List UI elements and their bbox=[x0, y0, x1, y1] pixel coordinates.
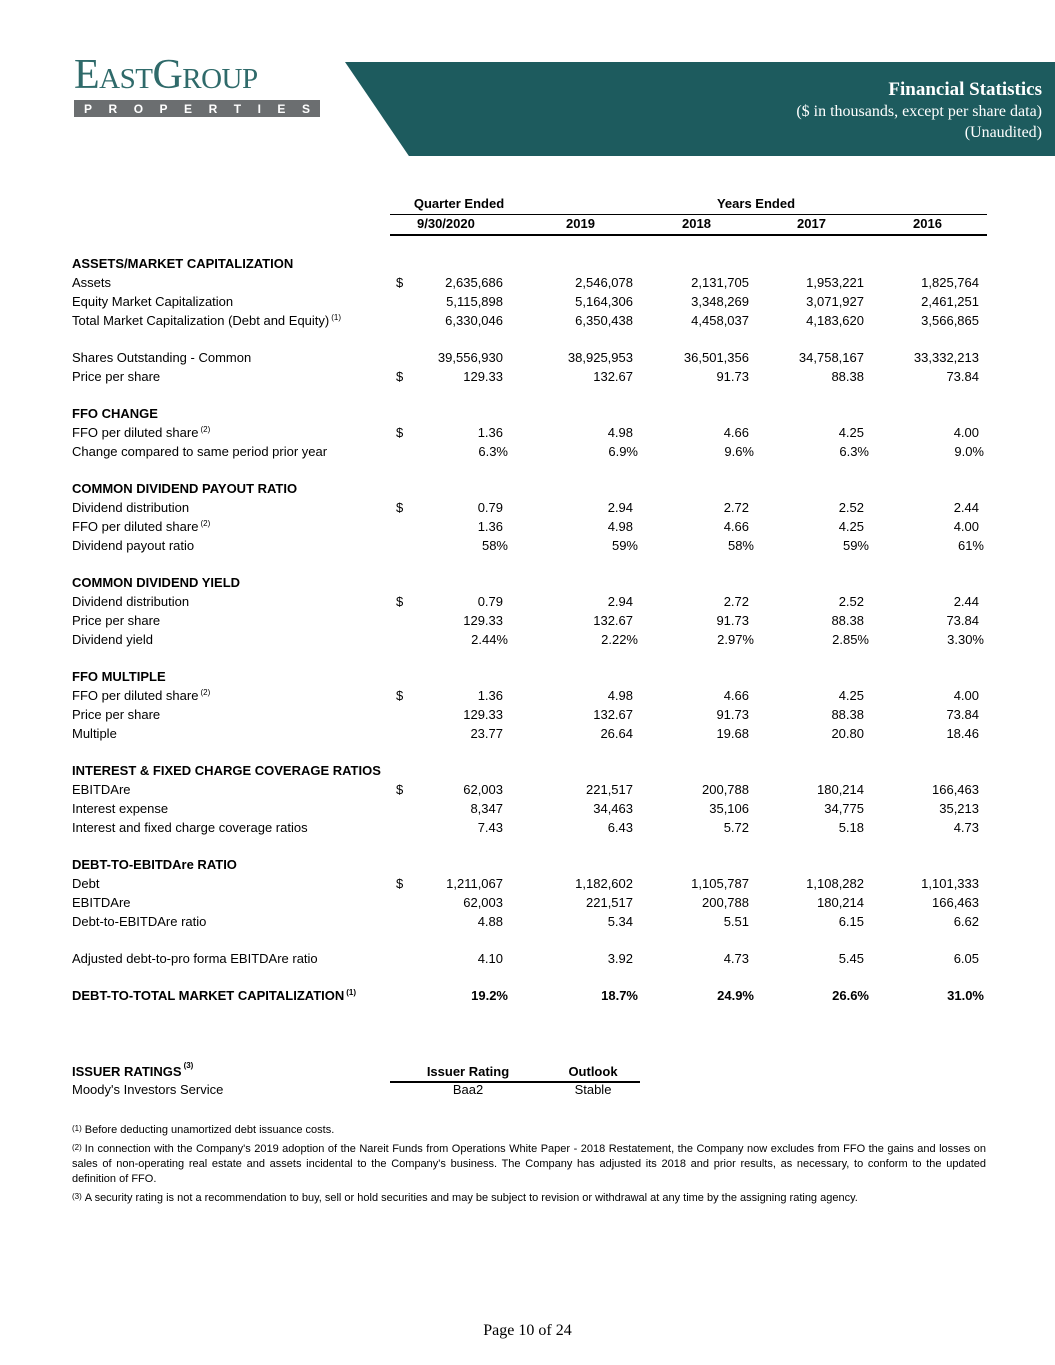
currency-symbol: $ bbox=[396, 369, 404, 384]
cell-value: 88.38 bbox=[831, 369, 864, 384]
cell-value: 34,758,167 bbox=[798, 350, 864, 365]
row-label-text: EBITDAre bbox=[72, 895, 131, 910]
row-label bbox=[72, 912, 206, 931]
column-header: 2016 bbox=[913, 216, 942, 231]
section-spacer bbox=[72, 386, 987, 404]
currency-symbol: $ bbox=[396, 876, 404, 891]
cell-value: 91.73 bbox=[716, 369, 749, 384]
cell-value: 221,517 bbox=[586, 895, 633, 910]
cell-value: 18.46 bbox=[946, 726, 979, 741]
row-label-text: Debt-to-EBITDAre ratio bbox=[72, 914, 207, 929]
cell-value: 5.45 bbox=[838, 951, 864, 966]
table-row bbox=[72, 348, 987, 367]
cell-value: 2,461,251 bbox=[921, 294, 979, 309]
cell-value: 58% bbox=[727, 538, 754, 553]
logo-wordmark: EastGroup bbox=[74, 52, 258, 98]
row-label bbox=[72, 442, 327, 461]
row-label-text: FFO per diluted share bbox=[72, 519, 199, 534]
cell-value: 2.72 bbox=[723, 500, 749, 515]
row-label bbox=[72, 367, 160, 386]
row-label-text: EBITDAre bbox=[72, 782, 131, 797]
footnote-ref: (1) bbox=[346, 988, 357, 997]
footnote-ref: (2) bbox=[200, 425, 211, 434]
cell-value: 3,071,927 bbox=[806, 294, 864, 309]
outlook-value: Stable bbox=[574, 1082, 612, 1097]
cell-value: 36,501,356 bbox=[683, 350, 749, 365]
cell-value: 1,105,787 bbox=[691, 876, 749, 891]
cell-value: 4.10 bbox=[477, 951, 503, 966]
row-label bbox=[72, 517, 210, 536]
cell-value: 6.9% bbox=[608, 444, 638, 459]
cell-value: 180,214 bbox=[817, 782, 864, 797]
logo-letter: R bbox=[108, 101, 118, 116]
table-row bbox=[72, 273, 987, 292]
issuer-ratings bbox=[72, 1062, 672, 1100]
table-row bbox=[72, 630, 987, 649]
cell-value: 9.0% bbox=[954, 444, 984, 459]
row-label bbox=[72, 423, 210, 442]
row-label bbox=[72, 311, 341, 330]
cell-value: 4.73 bbox=[953, 820, 979, 835]
cell-value: 58% bbox=[481, 538, 508, 553]
row-label bbox=[72, 780, 131, 799]
cell-value: 6.3% bbox=[839, 444, 869, 459]
footnote-mark: (3) bbox=[72, 1192, 82, 1201]
row-label-text: Multiple bbox=[72, 726, 117, 741]
company-logo bbox=[74, 54, 324, 117]
cell-value: 33,332,213 bbox=[913, 350, 979, 365]
cell-value: 132.67 bbox=[593, 707, 633, 722]
logo-letter: R bbox=[208, 101, 218, 116]
cell-value: 2.44 bbox=[953, 500, 979, 515]
cell-value: 5,115,898 bbox=[446, 294, 503, 309]
row-label-text: Price per share bbox=[72, 613, 161, 628]
cell-value: 1,953,221 bbox=[806, 275, 864, 290]
row-label-text: FFO per diluted share bbox=[72, 688, 199, 703]
cell-value: 2.94 bbox=[607, 500, 633, 515]
cell-value: 62,003 bbox=[463, 895, 503, 910]
cell-value: 61% bbox=[957, 538, 984, 553]
outlook-header: Outlook bbox=[568, 1064, 618, 1079]
row-label-text: FFO per diluted share bbox=[72, 425, 199, 440]
footnote bbox=[72, 1123, 986, 1138]
cell-value: 4,183,620 bbox=[806, 313, 864, 328]
cell-value: 132.67 bbox=[593, 613, 633, 628]
logo-letter: T bbox=[233, 101, 242, 116]
section-spacer bbox=[72, 743, 987, 761]
row-label-text: Price per share bbox=[72, 707, 161, 722]
cell-value: 8,347 bbox=[470, 801, 503, 816]
cell-value: 6.62 bbox=[953, 914, 979, 929]
table-row bbox=[72, 536, 987, 555]
row-label-text: Adjusted debt-to-pro forma EBITDAre ratio bbox=[72, 951, 318, 966]
row-label-text: Dividend distribution bbox=[72, 500, 190, 515]
section-spacer bbox=[72, 461, 987, 479]
cell-value: 2,546,078 bbox=[575, 275, 633, 290]
column-header: 2018 bbox=[682, 216, 711, 231]
cell-value: 3.30% bbox=[947, 632, 984, 647]
cell-value: 2.44 bbox=[953, 594, 979, 609]
section-title: DEBT-TO-EBITDAre RATIO bbox=[72, 857, 237, 872]
row-label bbox=[72, 893, 131, 912]
table-row bbox=[72, 517, 987, 536]
table-row bbox=[72, 780, 987, 799]
row-label-text: Dividend yield bbox=[72, 632, 153, 647]
footnote-mark: (1) bbox=[72, 1124, 82, 1133]
section-title: INTEREST & FIXED CHARGE COVERAGE RATIOS bbox=[72, 763, 381, 778]
logo-letter: S bbox=[301, 101, 310, 116]
cell-value: 2.85% bbox=[832, 632, 869, 647]
cell-value: 4.73 bbox=[723, 951, 749, 966]
cell-value: 4.98 bbox=[607, 688, 633, 703]
cell-value: 3,348,269 bbox=[691, 294, 749, 309]
page-title: Financial Statistics bbox=[888, 79, 1042, 100]
cell-value: 1.36 bbox=[477, 519, 503, 534]
cell-value: 2.52 bbox=[838, 500, 864, 515]
cell-value: 34,775 bbox=[824, 801, 864, 816]
row-label-text: Total Market Capitalization (Debt and Equity) bbox=[72, 313, 330, 328]
footnote-ref: (2) bbox=[200, 688, 211, 697]
header-text bbox=[796, 78, 1042, 143]
logo-letter: E bbox=[184, 101, 193, 116]
cell-value: 4.98 bbox=[607, 519, 633, 534]
cell-value: 180,214 bbox=[817, 895, 864, 910]
cell-value: 2.22% bbox=[601, 632, 638, 647]
logo-letter: P bbox=[84, 101, 93, 116]
cell-value: 200,788 bbox=[702, 782, 749, 797]
cell-value: 35,106 bbox=[709, 801, 749, 816]
cell-value: 4.66 bbox=[723, 425, 749, 440]
section-spacer bbox=[72, 968, 987, 986]
cell-value: 129.33 bbox=[463, 707, 503, 722]
cell-value: 4,458,037 bbox=[691, 313, 749, 328]
footnote-ref: (3) bbox=[183, 1061, 194, 1070]
column-header: 2019 bbox=[566, 216, 595, 231]
section-title: COMMON DIVIDEND PAYOUT RATIO bbox=[72, 481, 298, 496]
footnote bbox=[72, 1142, 986, 1187]
ratings-title-text: ISSUER RATINGS bbox=[72, 1064, 182, 1079]
ratings-title bbox=[72, 1061, 194, 1079]
logo-letter: I bbox=[257, 101, 261, 116]
row-label-text: Shares Outstanding - Common bbox=[72, 350, 252, 365]
section-title: FFO CHANGE bbox=[72, 406, 158, 421]
cell-value: 26.6% bbox=[832, 988, 869, 1003]
cell-value: 62,003 bbox=[463, 782, 503, 797]
cell-value: 6.3% bbox=[478, 444, 508, 459]
cell-value: 1,211,067 bbox=[446, 876, 503, 891]
cell-value: 34,463 bbox=[593, 801, 633, 816]
cell-value: 3,566,865 bbox=[921, 313, 979, 328]
section-spacer bbox=[72, 649, 987, 667]
rating-agency: Moody's Investors Service bbox=[72, 1082, 224, 1097]
cell-value: 221,517 bbox=[586, 782, 633, 797]
section-title: FFO MULTIPLE bbox=[72, 669, 166, 684]
cell-value: 38,925,953 bbox=[567, 350, 633, 365]
cell-value: 1.36 bbox=[477, 688, 503, 703]
table-row bbox=[72, 986, 987, 1005]
currency-symbol: $ bbox=[396, 594, 404, 609]
cell-value: 4.00 bbox=[953, 688, 979, 703]
cell-value: 6.15 bbox=[838, 914, 864, 929]
financial-statistics-table bbox=[72, 196, 987, 1005]
cell-value: 19.68 bbox=[716, 726, 749, 741]
cell-value: 24.9% bbox=[717, 988, 754, 1003]
cell-value: 9.6% bbox=[724, 444, 754, 459]
row-label bbox=[72, 630, 153, 649]
cell-value: 73.84 bbox=[946, 613, 979, 628]
row-label-text: Dividend payout ratio bbox=[72, 538, 195, 553]
table-row bbox=[72, 292, 987, 311]
row-label-text: Equity Market Capitalization bbox=[72, 294, 234, 309]
cell-value: 6.05 bbox=[953, 951, 979, 966]
years-ended-header: Years Ended bbox=[525, 196, 987, 215]
cell-value: 73.84 bbox=[946, 369, 979, 384]
cell-value: 73.84 bbox=[946, 707, 979, 722]
cell-value: 59% bbox=[611, 538, 638, 553]
cell-value: 6.43 bbox=[607, 820, 633, 835]
issuer-rating-value: Baa2 bbox=[452, 1082, 484, 1097]
cell-value: 6,350,438 bbox=[575, 313, 633, 328]
currency-symbol: $ bbox=[396, 275, 404, 290]
ratings-row bbox=[72, 1082, 672, 1100]
row-label bbox=[72, 799, 168, 818]
cell-value: 4.98 bbox=[607, 425, 633, 440]
section-spacer bbox=[72, 236, 987, 254]
footnote-mark: (2) bbox=[72, 1143, 82, 1152]
cell-value: 2.97% bbox=[717, 632, 754, 647]
cell-value: 19.2% bbox=[471, 988, 508, 1003]
ratings-header bbox=[72, 1062, 672, 1081]
cell-value: 20.80 bbox=[831, 726, 864, 741]
logo-properties-bar bbox=[74, 100, 320, 117]
cell-value: 2.52 bbox=[838, 594, 864, 609]
cell-value: 4.88 bbox=[477, 914, 503, 929]
section-spacer bbox=[72, 931, 987, 949]
row-label bbox=[72, 536, 194, 555]
table-row bbox=[72, 874, 987, 893]
table-row bbox=[72, 423, 987, 442]
column-group-header bbox=[72, 196, 987, 215]
row-label-text: Assets bbox=[72, 275, 112, 290]
row-label bbox=[72, 949, 318, 968]
cell-value: 5.34 bbox=[607, 914, 633, 929]
unaudited-note: (Unaudited) bbox=[964, 124, 1042, 141]
cell-value: 88.38 bbox=[831, 707, 864, 722]
section-title: ASSETS/MARKET CAPITALIZATION bbox=[72, 256, 294, 271]
page-subtitle: ($ in thousands, except per share data) bbox=[796, 103, 1042, 120]
page-number: Page 10 of 24 bbox=[483, 1322, 572, 1339]
cell-value: 26.64 bbox=[600, 726, 633, 741]
column-header: 2017 bbox=[797, 216, 826, 231]
row-label bbox=[72, 273, 111, 292]
row-label-text: Interest and fixed charge coverage ratios bbox=[72, 820, 308, 835]
row-label bbox=[72, 874, 99, 893]
cell-value: 4.66 bbox=[723, 688, 749, 703]
cell-value: 2.44% bbox=[471, 632, 508, 647]
footnote-text: In connection with the Company's 2019 adoption of the Nareit Funds from Operations White Paper - 2018 Restatement, the Company now excludes from FFO the gains and losses on sales of non-operating real estate and assets incidental to the Company's business. The Company has adjusted its 2018 and prior results, as necessary, to conform to the updated definition of FFO. bbox=[72, 1143, 986, 1185]
cell-value: 6,330,046 bbox=[445, 313, 503, 328]
cell-value: 4.66 bbox=[723, 519, 749, 534]
footnotes bbox=[72, 1123, 986, 1210]
row-label bbox=[72, 498, 189, 517]
row-label-text: Change compared to same period prior year bbox=[72, 444, 328, 459]
section-spacer bbox=[72, 837, 987, 855]
cell-value: 129.33 bbox=[463, 613, 503, 628]
row-label-text: DEBT-TO-TOTAL MARKET CAPITALIZATION bbox=[72, 988, 345, 1003]
row-label bbox=[72, 348, 251, 367]
table-row bbox=[72, 705, 987, 724]
cell-value: 35,213 bbox=[939, 801, 979, 816]
table-row bbox=[72, 611, 987, 630]
table-row bbox=[72, 442, 987, 461]
cell-value: 7.43 bbox=[477, 820, 503, 835]
table-row bbox=[72, 799, 987, 818]
cell-value: 0.79 bbox=[477, 594, 503, 609]
row-label bbox=[72, 611, 160, 630]
footnote-ref: (1) bbox=[331, 313, 342, 322]
quarter-ended-header: Quarter Ended bbox=[390, 196, 528, 215]
footnote bbox=[72, 1191, 986, 1206]
logo-letter: P bbox=[159, 101, 168, 116]
cell-value: 39,556,930 bbox=[437, 350, 503, 365]
logo-letter: E bbox=[277, 101, 286, 116]
cell-value: 129.33 bbox=[463, 369, 503, 384]
row-label bbox=[72, 724, 117, 743]
row-label-text: Price per share bbox=[72, 369, 161, 384]
column-header: 9/30/2020 bbox=[417, 216, 475, 231]
cell-value: 0.79 bbox=[477, 500, 503, 515]
table-row bbox=[72, 311, 987, 330]
cell-value: 5,164,306 bbox=[575, 294, 633, 309]
logo-letter: O bbox=[133, 101, 144, 116]
cell-value: 166,463 bbox=[932, 895, 979, 910]
table-row bbox=[72, 686, 987, 705]
table-row bbox=[72, 724, 987, 743]
issuer-rating-header: Issuer Rating bbox=[426, 1064, 510, 1079]
footnote-ref: (2) bbox=[200, 519, 211, 528]
cell-value: 88.38 bbox=[831, 613, 864, 628]
cell-value: 3.92 bbox=[607, 951, 633, 966]
footnote-text: Before deducting unamortized debt issuance costs. bbox=[84, 1124, 335, 1136]
table-row bbox=[72, 949, 987, 968]
row-label bbox=[72, 592, 189, 611]
cell-value: 4.00 bbox=[953, 519, 979, 534]
cell-value: 132.67 bbox=[593, 369, 633, 384]
cell-value: 2,635,686 bbox=[445, 275, 503, 290]
currency-symbol: $ bbox=[396, 688, 404, 703]
row-label bbox=[72, 686, 210, 705]
cell-value: 5.72 bbox=[723, 820, 749, 835]
currency-symbol: $ bbox=[396, 500, 404, 515]
section-title: COMMON DIVIDEND YIELD bbox=[72, 575, 241, 590]
cell-value: 4.00 bbox=[953, 425, 979, 440]
row-label bbox=[72, 986, 356, 1005]
table-row bbox=[72, 893, 987, 912]
cell-value: 4.25 bbox=[838, 688, 864, 703]
table-row bbox=[72, 818, 987, 837]
cell-value: 2.72 bbox=[723, 594, 749, 609]
row-label bbox=[72, 292, 233, 311]
column-header-row bbox=[390, 215, 987, 236]
cell-value: 4.25 bbox=[838, 425, 864, 440]
cell-value: 31.0% bbox=[947, 988, 984, 1003]
cell-value: 2,131,705 bbox=[691, 275, 749, 290]
cell-value: 1,101,333 bbox=[921, 876, 979, 891]
cell-value: 1,108,282 bbox=[806, 876, 864, 891]
cell-value: 4.25 bbox=[838, 519, 864, 534]
cell-value: 23.77 bbox=[470, 726, 503, 741]
row-label-text: Interest expense bbox=[72, 801, 169, 816]
row-label bbox=[72, 705, 160, 724]
table-row bbox=[72, 367, 987, 386]
section-spacer bbox=[72, 555, 987, 573]
table-row bbox=[72, 498, 987, 517]
currency-symbol: $ bbox=[396, 782, 404, 797]
cell-value: 200,788 bbox=[702, 895, 749, 910]
footnote-text: A security rating is not a recommendation to buy, sell or hold securities and may be subject to revision or withdrawal at any time by the assigning rating agency. bbox=[84, 1192, 858, 1204]
cell-value: 18.7% bbox=[601, 988, 638, 1003]
cell-value: 91.73 bbox=[716, 613, 749, 628]
cell-value: 166,463 bbox=[932, 782, 979, 797]
cell-value: 5.18 bbox=[838, 820, 864, 835]
cell-value: 1.36 bbox=[477, 425, 503, 440]
cell-value: 1,825,764 bbox=[921, 275, 979, 290]
row-label bbox=[72, 818, 308, 837]
currency-symbol: $ bbox=[396, 425, 404, 440]
cell-value: 1,182,602 bbox=[575, 876, 633, 891]
cell-value: 91.73 bbox=[716, 707, 749, 722]
row-label-text: Debt bbox=[72, 876, 100, 891]
row-label-text: Dividend distribution bbox=[72, 594, 190, 609]
table-row bbox=[72, 912, 987, 931]
table-row bbox=[72, 592, 987, 611]
cell-value: 5.51 bbox=[723, 914, 749, 929]
section-spacer bbox=[72, 330, 987, 348]
cell-value: 2.94 bbox=[607, 594, 633, 609]
cell-value: 59% bbox=[842, 538, 869, 553]
